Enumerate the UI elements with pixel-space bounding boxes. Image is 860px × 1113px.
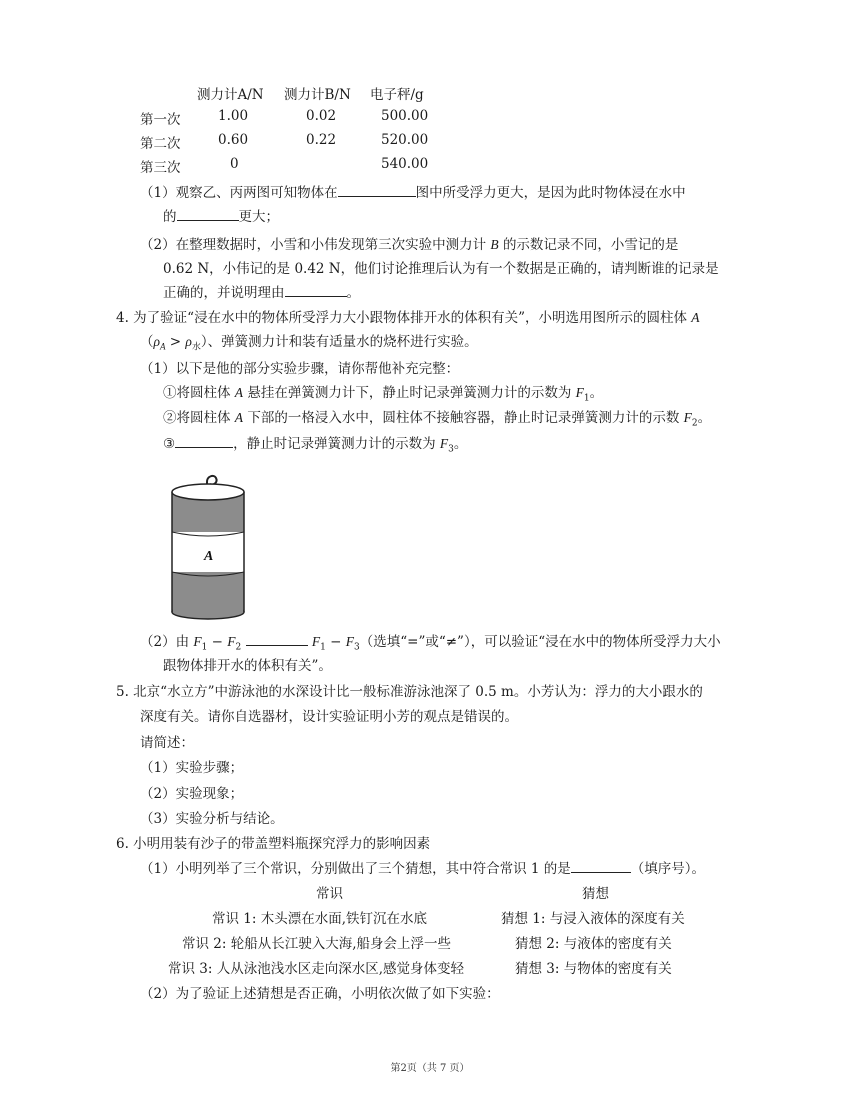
q4-step3: [163, 432, 467, 455]
text: （选填“=”或“≠”），可以验证“浸在水中的物体所受浮力大小: [359, 634, 721, 650]
q4-part2-line1: [140, 630, 721, 653]
table-cell-scale: 520.00: [381, 132, 429, 148]
q4-part2-line2: 跟物体排开水的体积有关”。: [163, 658, 332, 674]
q4-line1: [116, 306, 700, 326]
table-header-scale: 电子秤/g: [370, 87, 424, 103]
page-footer: 第2页（共 7 页）: [390, 1063, 470, 1074]
text: −: [207, 634, 228, 650]
sub: 1: [320, 642, 326, 653]
cylinder-top-face: [172, 484, 244, 500]
text: 。: [589, 385, 604, 401]
var-A: A: [234, 410, 244, 425]
sub-water: 水: [191, 342, 201, 353]
text: 正确的，并说明理由: [163, 285, 285, 301]
sub: 2: [235, 642, 242, 653]
answer-blank: [177, 208, 239, 221]
q5-line3: 请简述：: [140, 735, 194, 751]
table-header-b: 测力计B/N: [284, 87, 351, 103]
text: （2）由: [140, 634, 190, 650]
text: 。: [453, 436, 468, 452]
var-F: F: [311, 634, 321, 649]
text: 悬挂在弹簧测力计下，静止时记录弹簧测力计的示数为: [247, 385, 572, 401]
q6-common-2: 常识 2: 轮船从长江驶入大海,船身会上浮一些: [182, 936, 452, 952]
var-F: F: [439, 436, 449, 451]
q6-line1: 6. 小明用装有沙子的带盖塑料瓶探究浮力的影响因素: [116, 836, 431, 852]
answer-blank: [175, 435, 233, 448]
sub: 1: [583, 393, 590, 404]
q5-line1: 5. 北京“水立方”中游泳池的水深设计比一般标准游泳池深了 0.5 m。小芳认为：浮力的大小跟水的: [116, 684, 703, 700]
var-F: F: [575, 385, 584, 400]
q3-part2-line2: 0.62 N，小伟记的是 0.42 N，他们讨论推理后认为有一个数据是正确的，请判断谁的记录是: [163, 261, 719, 277]
sub-A: A: [159, 341, 166, 352]
var-F: F: [193, 634, 202, 649]
rho: ρ: [185, 334, 192, 349]
text: −: [325, 634, 346, 650]
q3-part2-line1: [140, 233, 678, 253]
table-header-a: 测力计A/N: [197, 87, 264, 103]
answer-blank: [338, 184, 416, 197]
q4-step2: [163, 406, 711, 429]
text: ③: [163, 436, 176, 452]
q6-line3: （2）为了验证上述猜想是否正确，小明依次做了如下实验：: [140, 986, 500, 1002]
text: （: [140, 334, 154, 350]
table-cell-b: 0.22: [306, 132, 337, 148]
text: ）、弹簧测力计和装有适量水的烧杯进行实验。: [200, 334, 478, 350]
q6-common-1: 常识 1: 木头漂在水面,铁钉沉在水底: [212, 911, 428, 927]
var-F: F: [227, 634, 236, 649]
text: 。: [697, 410, 712, 426]
table-cell-scale: 540.00: [381, 156, 429, 172]
table-cell-b: 0.02: [306, 108, 337, 124]
table-cell-a: 0.60: [218, 132, 249, 148]
cylinder-label: A: [204, 549, 214, 564]
text: （填序号）。: [630, 861, 706, 877]
text: （2）在整理数据时，小雪和小伟发现第三次实验中测力计: [140, 237, 487, 253]
q3-part2-line3: [163, 281, 360, 301]
q6-col-guess: 猜想: [582, 886, 609, 902]
q6-common-3: 常识 3: 人从泳池浅水区走向深水区,感觉身体变轻: [168, 961, 465, 977]
rho: ρ: [153, 334, 160, 349]
table-row-label: 第三次: [140, 160, 181, 176]
answer-blank: [246, 633, 308, 646]
q4-line2: [140, 330, 478, 353]
text: ①将圆柱体: [163, 385, 231, 401]
q5-line6: （3）实验分析与结论。: [140, 811, 284, 827]
table-row-label: 第二次: [140, 136, 181, 152]
text: ②将圆柱体: [163, 410, 231, 426]
sub: 1: [201, 642, 208, 653]
cylinder-figure: [158, 466, 254, 624]
text: 的: [163, 209, 177, 225]
q4-step-heading: （1）以下是他的部分实验步骤，请你帮他补充完整：: [140, 361, 460, 377]
var-F: F: [345, 634, 354, 649]
sub: 3: [354, 642, 360, 653]
table-cell-scale: 500.00: [381, 108, 429, 124]
q5-line4: （1）实验步骤；: [140, 760, 244, 776]
q6-col-common: 常识: [316, 886, 343, 902]
table-cell-a: 1.00: [218, 108, 249, 124]
q6-line2: [140, 857, 705, 877]
q3-part1-line2: [163, 205, 279, 225]
text: （1）小明列举了三个常识，分别做出了三个猜想，其中符合常识 1 的是: [140, 861, 571, 877]
q5-line5: （2）实验现象；: [140, 786, 244, 802]
text: （1）观察乙、丙两图可知物体在: [140, 185, 338, 201]
answer-blank: [571, 860, 631, 873]
var-F: F: [683, 410, 692, 425]
table-row-label: 第一次: [140, 112, 181, 128]
q6-guess-1: 猜想 1: 与浸入液体的深度有关: [501, 911, 685, 927]
var-A: A: [691, 310, 700, 325]
text: 图中所受浮力更大，是因为此时物体浸在水中: [415, 185, 686, 201]
answer-blank: [285, 284, 347, 297]
q4-step1: [163, 381, 603, 404]
cylinder-bottom-fill: [173, 604, 243, 612]
text: 更大；: [238, 209, 279, 225]
text: 下部的一格浸入水中，圆柱体不接触容器，静止时记录弹簧测力计的示数: [247, 410, 680, 426]
q6-guess-2: 猜想 2: 与液体的密度有关: [515, 936, 672, 952]
var-A: A: [234, 385, 244, 400]
table-cell-a: 0: [230, 156, 239, 172]
text: 的示数记录不同，小雪记的是: [502, 237, 679, 253]
text: >: [165, 334, 186, 350]
q5-line2: 深度有关。请你自选器材，设计实验证明小芳的观点是错误的。: [140, 709, 518, 725]
text: 4. 为了验证“浸在水中的物体所受浮力大小跟物体排开水的体积有关”，小明选用图所示的圆柱体: [116, 310, 687, 326]
sub: 2: [691, 418, 698, 429]
text: 。: [346, 285, 360, 301]
q6-guess-3: 猜想 3: 与物体的密度有关: [515, 961, 672, 977]
var-B: B: [490, 237, 499, 252]
q3-part1-line1: [140, 181, 686, 201]
text: ，静止时记录弹簧测力计的示数为: [233, 436, 436, 452]
sub: 3: [448, 444, 454, 455]
